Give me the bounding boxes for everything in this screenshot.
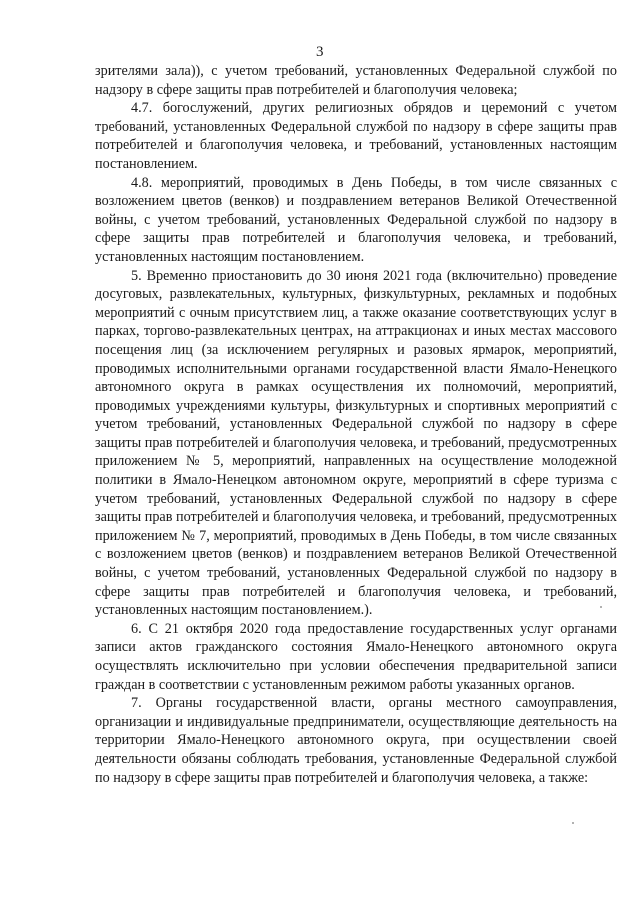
document-body bbox=[95, 62, 617, 787]
paragraph-4-8: 4.8. мероприятий, проводимых в День Победы, в том числе связанных с возложением цветов (венков) и поздравлением ветеранов Великой Отечественной войны, с учетом требований, установленных Федеральной службой по надзору в сфере защиты прав потребителей и благополучия человека, и требований, установленных настоящим постановлением. bbox=[95, 174, 617, 265]
page-number: 3 bbox=[316, 44, 324, 60]
scan-speck bbox=[600, 606, 602, 608]
scan-speck bbox=[572, 822, 574, 824]
paragraph-continuation: зрителями зала)), с учетом требований, установленных Федеральной службой по надзору в сфере защиты прав потребителей и благополучия человека; bbox=[95, 63, 617, 98]
paragraph-7: 7. Органы государственной власти, органы местного самоуправления, организации и индивидуальные предприниматели, осуществляющие деятельность на территории Ямало-Ненецкого автономного округа, при осуществлении своей деятельности обязаны соблюдать требования, установленные Федеральной службой по надзору в сфере защиты прав потребителей и благополучия человека, а также: bbox=[95, 695, 617, 786]
paragraph-4-7: 4.7. богослужений, других религиозных обрядов и церемоний с учетом требований, установленных Федеральной службой по надзору в сфере защиты прав потребителей и благополучия человека, и требований, установленных настоящим постановлением. bbox=[95, 100, 617, 172]
paragraph-6: 6. С 21 октября 2020 года предоставление государственных услуг органами записи актов гражданского состояния Ямало-Ненецкого автономного округа осуществлять исключительно при условии обеспечения предварительной записи граждан в соответствии с установленным режимом работы указанных органов. bbox=[95, 620, 617, 693]
paragraph-5: 5. Временно приостановить до 30 июня 2021 года (включительно) проведение досуговых, развлекательных, культурных, физкультурных, рекламных и подобных мероприятий с очным присутствием лиц, а также оказание соответствующих услуг в парках, торгово-развлекательных центрах, на аттракционах и иных местах массового посещения лиц (за исключением регулярных и разовых ярмарок, мероприятий, проводимых исполнительными органами государственной власти Ямало-Ненецкого автономного округа в рамках осуществления их полномочий, мероприятий, проводимых учреждениями культуры, физкультурных и спортивных мероприятий с учетом требований, установленных Федеральной службой по надзору в сфере защиты прав потребителей и благополучия человека, и требований, предусмотренных приложением № 5, мероприятий, направленных на осуществление молодежной политики в Ямало-Ненецком автономном округе, мероприятий в сфере туризма с учетом требований, установленных Федеральной службой по надзору в сфере защиты прав потребителей и благополучия человека, и требований, предусмотренных приложением № 7, мероприятий, проводимых в День Победы, в том числе связанных с возложением цветов (венков) и поздравлением ветеранов Великой Отечественной войны, с учетом требований, установленных Федеральной службой по надзору в сфере защиты прав потребителей и благополучия человека, и требований, установленных настоящим постановлением.). bbox=[95, 267, 617, 619]
